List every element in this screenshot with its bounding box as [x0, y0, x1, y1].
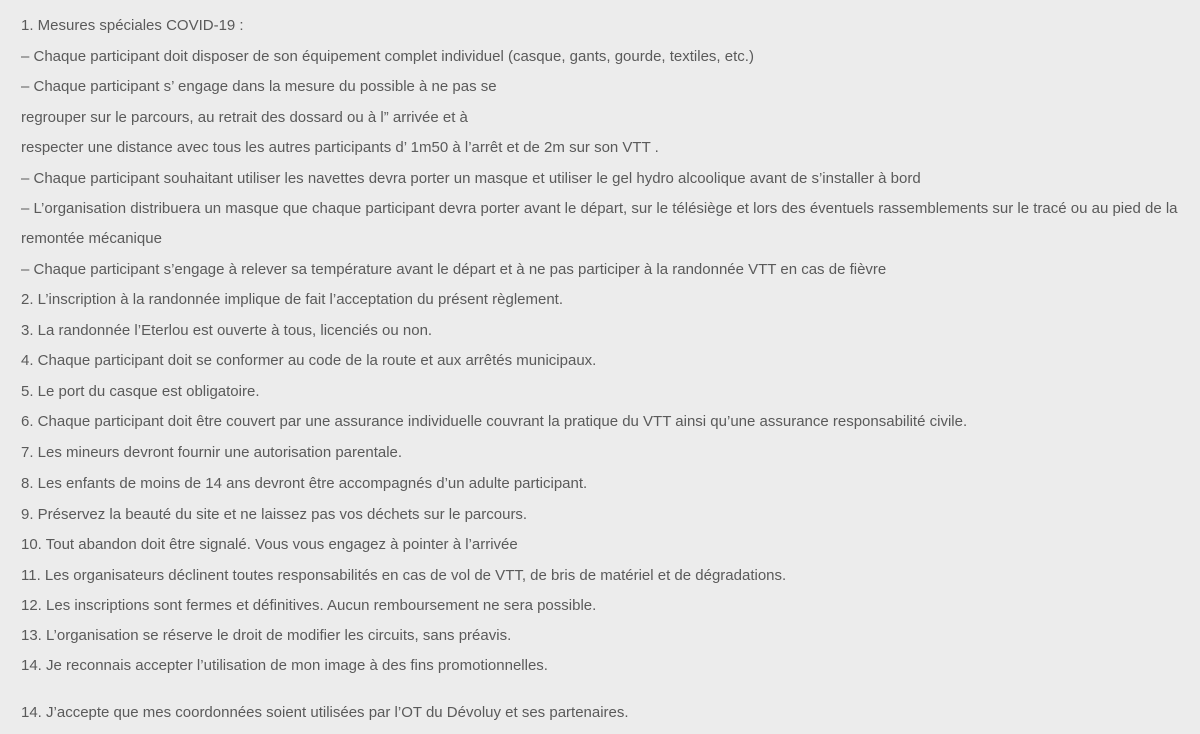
rule-open-to-all: 3. La randonnée l’Eterlou est ouverte à tous, licenciés ou non. [21, 322, 433, 339]
covid-heading: 1. Mesures spéciales COVID-19 : [21, 17, 244, 34]
rule-environment: 9. Préservez la beauté du site et ne laissez pas vos déchets sur le parcours. [21, 506, 528, 523]
covid-rule-equipment: – Chaque participant doit disposer de son équipement complet individuel (casque, gants, gourde, textiles, etc.) [21, 48, 754, 65]
rule-helmet: 5. Le port du casque est obligatoire. [21, 383, 260, 400]
covid-rule-temperature: – Chaque participant s’engage à relever sa température avant le départ et à ne pas participer à la randonnée VTT en cas de fièvre [21, 261, 887, 278]
rule-insurance: 6. Chaque participant doit être couvert par une assurance individuelle couvrant la pratique du VTT ainsi qu’une assurance responsabilité civile. [21, 413, 968, 430]
rule-refund: 12. Les inscriptions sont fermes et définitives. Aucun remboursement ne sera possible. [21, 597, 597, 614]
rule-highway-code: 4. Chaque participant doit se conformer au code de la route et aux arrêtés municipaux. [21, 352, 597, 369]
rule-circuits: 13. L’organisation se réserve le droit de modifier les circuits, sans préavis. [21, 627, 512, 644]
covid-rule-distance: respecter une distance avec tous les autres participants d’ 1m50 à l’arrêt et de 2m sur son VTT . [21, 139, 659, 156]
covid-rule-grouping-cont: regrouper sur le parcours, au retrait des dossard ou à l” arrivée et à [21, 109, 468, 126]
rule-abandon: 10. Tout abandon doit être signalé. Vous vous engagez à pointer à l’arrivée [21, 536, 518, 553]
rule-image-rights: 14. Je reconnais accepter l’utilisation de mon image à des fins promotionnelles. [21, 657, 548, 674]
covid-rule-shuttles: – Chaque participant souhaitant utiliser les navettes devra porter un masque et utiliser le gel hydro alcoolique avant de s’installer à bord [21, 170, 921, 187]
covid-rule-grouping: – Chaque participant s’ engage dans la mesure du possible à ne pas se [21, 78, 497, 95]
rule-minors: 7. Les mineurs devront fournir une autorisation parentale. [21, 444, 403, 461]
rule-registration: 2. L’inscription à la randonnée implique de fait l’acceptation du présent règlement. [21, 291, 564, 308]
rule-children: 8. Les enfants de moins de 14 ans devront être accompagnés d’un adulte participant. [21, 475, 588, 492]
covid-rule-mask: – L’organisation distribuera un masque que chaque participant devra porter avant le départ, sur le télésiège et lors des éventuels rassemblements sur le tracé ou au pied de la remontée mécanique [21, 200, 1178, 247]
rule-data-consent: 14. J’accepte que mes coordonnées soient utilisées par l’OT du Dévoluy et ses partenaires. [21, 704, 629, 721]
rule-liability: 11. Les organisateurs déclinent toutes responsabilités en cas de vol de VTT, de bris de matériel et de dégradations. [21, 567, 787, 584]
